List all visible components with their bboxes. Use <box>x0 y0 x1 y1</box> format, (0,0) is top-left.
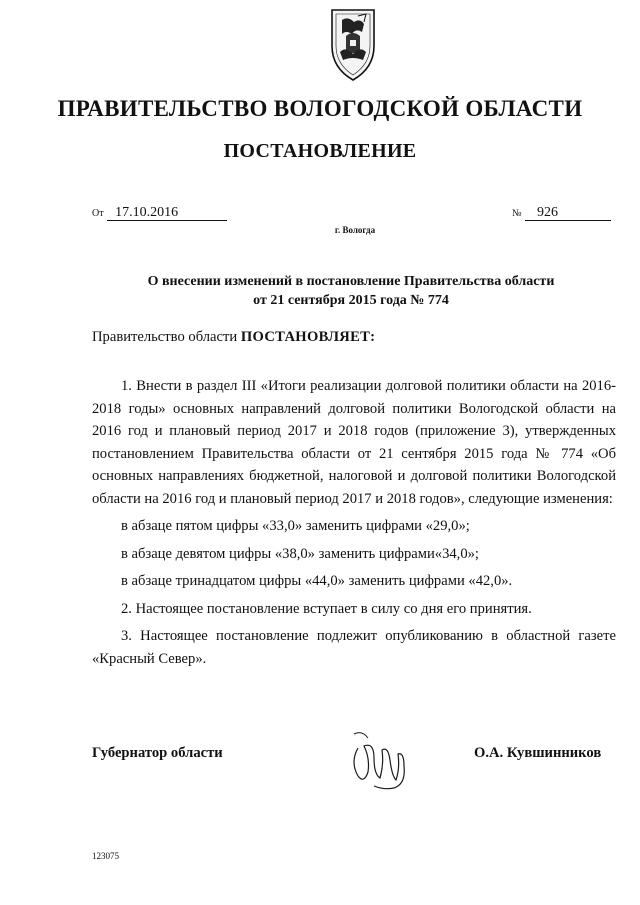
subject-line-2: от 21 сентября 2015 года № 774 <box>253 293 449 308</box>
body-item-1: 1. Внести в раздел III «Итоги реализации долговой политики области на 2016-2018 годы» основных направлений долговой политики Вологодской области на 2016 год и плановый период 2017 и 2018 годов (приложение 3), утвержденных постановлением Правительства области от 21 сентября 2015 года № 774 «Об основных направлениях бюджетной, налоговой и долговой политики Вологодской области на 2016 год и плановый период 2017 и 2018 годов», следующие изменения: <box>92 378 616 507</box>
date-label: От <box>92 208 104 219</box>
preamble-emphasis: ПОСТАНОВЛЯЕТ: <box>240 329 376 345</box>
body-item-3: 3. Настоящее постановление подлежит опубликованию в областной газете «Красный Север». <box>92 628 616 667</box>
body-change-1: в абзаце пятом цифры «33,0» заменить цифрами «29,0»; <box>121 518 470 534</box>
signatory-title: Губернатор области <box>92 745 223 761</box>
handwritten-signature <box>344 728 416 792</box>
number-label: № <box>512 208 522 219</box>
city-label: г. Вологда <box>334 225 376 235</box>
document-subject <box>92 272 610 310</box>
body-change-3: в абзаце тринадцатом цифры «44,0» заменить цифрами «42,0». <box>121 573 513 589</box>
footer-code: 123075 <box>92 851 119 861</box>
document-date: 17.10.2016 <box>107 206 227 221</box>
subject-line-1: О внесении изменений в постановление Правительства области <box>147 274 555 289</box>
organization-title: ПРАВИТЕЛЬСТВО ВОЛОГОДСКОЙ ОБЛАСТИ <box>57 96 583 121</box>
preamble <box>92 329 375 346</box>
preamble-text: Правительство области <box>92 329 241 345</box>
body-item-2: 2. Настоящее постановление вступает в силу со дня его принятия. <box>121 600 532 617</box>
document-number: 926 <box>525 206 611 221</box>
document-number-row <box>512 205 611 221</box>
signatory-name: О.А. Кувшинников <box>474 745 602 761</box>
document-date-row <box>92 205 227 221</box>
coat-of-arms-emblem <box>328 6 378 84</box>
document-body <box>92 375 616 670</box>
document-type-title: ПОСТАНОВЛЕНИЕ <box>223 140 417 162</box>
body-change-2: в абзаце девятом цифры «38,0» заменить цифрами«34,0»; <box>121 545 479 562</box>
